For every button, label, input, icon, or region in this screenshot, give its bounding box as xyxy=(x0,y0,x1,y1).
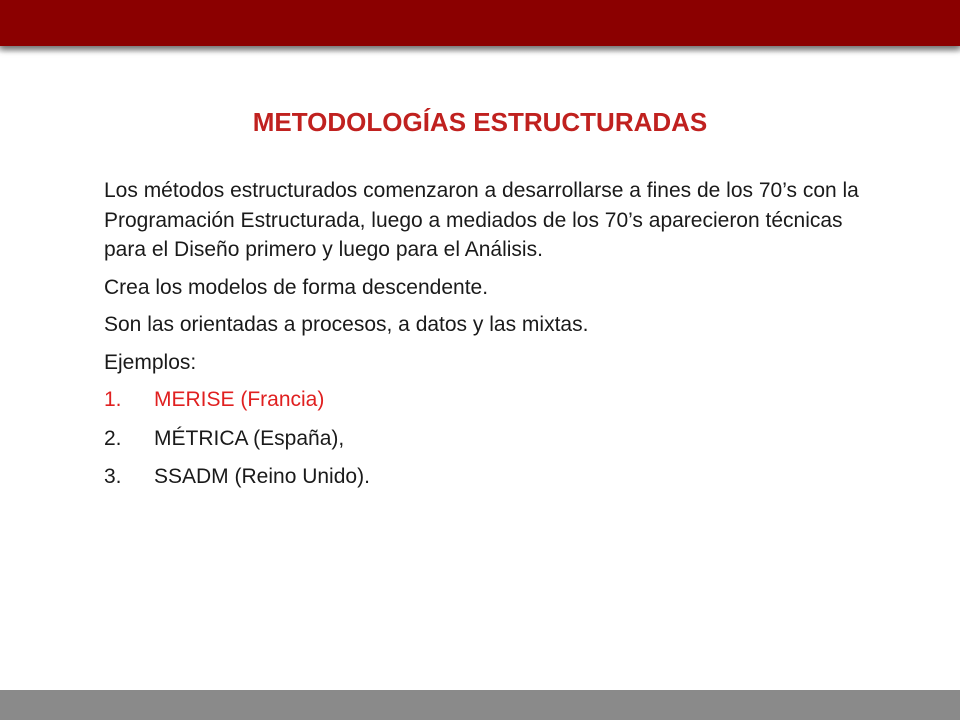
example-item-merise xyxy=(104,385,864,415)
examples-list xyxy=(104,385,864,492)
example-text: SSADM (Reino Unido). xyxy=(154,465,370,488)
example-text: MÉTRICA (España), xyxy=(154,426,345,450)
examples-heading: Ejemplos: xyxy=(104,350,197,374)
example-text: MERISE (Francia) xyxy=(154,388,325,411)
intro-paragraph: Los métodos estructurados comenzaron a desarrollarse a fines de los 70’s con la Programación Estructurada, luego a mediados de los 70’s aparecieron técnicas para el Diseño primero y luego para el Análisis. xyxy=(104,179,859,261)
bottom-footer-bar xyxy=(0,690,960,720)
example-number: 2. xyxy=(104,426,122,450)
example-number: 3. xyxy=(104,465,122,488)
descending-models-paragraph: Crea los modelos de forma descendente. xyxy=(104,275,489,299)
top-banner-bar xyxy=(0,0,960,46)
slide-content xyxy=(104,176,864,501)
top-banner-shadow xyxy=(0,46,960,54)
slide-title: METODOLOGÍAS ESTRUCTURADAS xyxy=(252,107,708,137)
orientation-paragraph: Son las orientadas a procesos, a datos y las mixtas. xyxy=(104,313,589,336)
example-item-ssadm xyxy=(104,462,864,492)
example-item-metrica xyxy=(104,424,864,454)
example-number: 1. xyxy=(104,388,122,411)
